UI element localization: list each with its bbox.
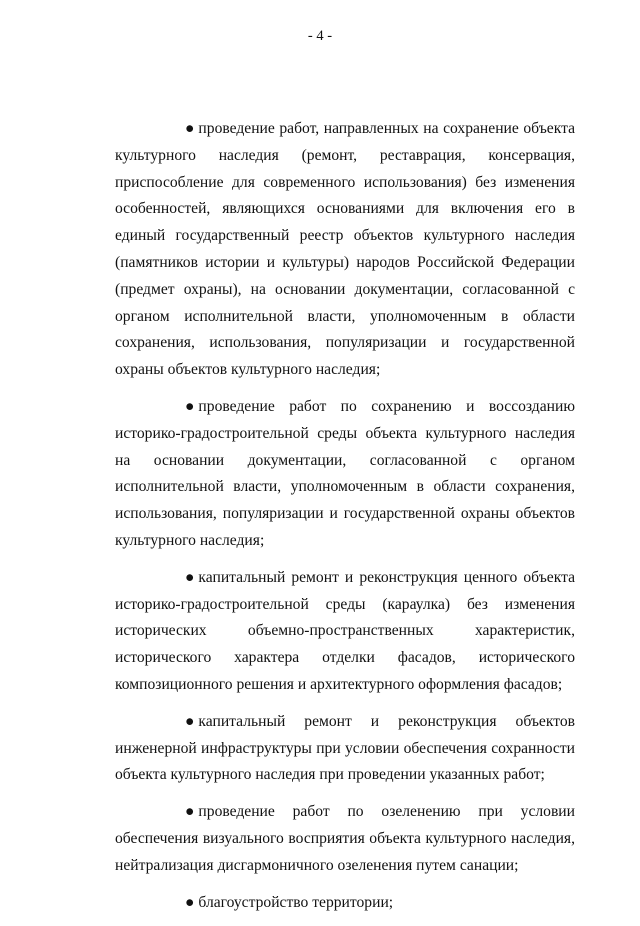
- bullet-icon: ●: [185, 568, 195, 586]
- list-item-text: проведение работ, направленных на сохранение объекта культурного наследия (ремонт, реставрация, консервация, приспособление для современного использования) без изменения особенностей, являющихся основаниями для включения его в единый государственный реестр объектов культурного наследия (памятников истории и культуры) народов Российской Федерации (предмет охраны), на основании документации, согласованной с органом исполнительной власти, уполномоченным в области сохранения, использования, популяризации и государственной охраны объектов культурного наследия;: [115, 120, 575, 379]
- list-item-text: капитальный ремонт и реконструкция ценного объекта историко-градостроительной среды (караулка) без изменения исторических объемно-пространственных характеристик, исторического характера отделки фасадов, исторического композиционного решения и архитектурного оформления фасадов;: [115, 568, 575, 693]
- list-item-text: капитальный ремонт и реконструкция объектов инженерной инфраструктуры при условии обеспечения сохранности объекта культурного наследия при проведении указанных работ;: [115, 712, 575, 784]
- bullet-icon: ●: [185, 120, 195, 137]
- list-item-text: проведение работ по сохранению и воссозданию историко-градостроительной среды объекта культурного наследия на основании документации, согласованной с органом исполнительной власти, уполномоченным в области сохранения, использования, популяризации и государственной охраны объектов культурного наследия;: [115, 397, 575, 549]
- list-item: [115, 799, 575, 879]
- bullet-icon: ●: [185, 397, 195, 415]
- bullet-list: [115, 116, 575, 926]
- bullet-icon: ●: [185, 803, 195, 821]
- list-item: [115, 709, 575, 789]
- list-item-text: благоустройство территории;: [198, 893, 394, 911]
- list-item: [115, 116, 575, 384]
- page-number: - 4 -: [307, 28, 333, 44]
- list-item: [115, 565, 575, 699]
- bullet-icon: ●: [185, 893, 195, 911]
- list-item: [115, 394, 575, 555]
- bullet-icon: ●: [185, 712, 195, 730]
- list-item-text: проведение работ по озеленению при условии обеспечения визуального восприятия объекта культурного наследия, нейтрализация дисгармоничного озеленения путем санации;: [115, 803, 575, 874]
- list-item: [115, 890, 575, 917]
